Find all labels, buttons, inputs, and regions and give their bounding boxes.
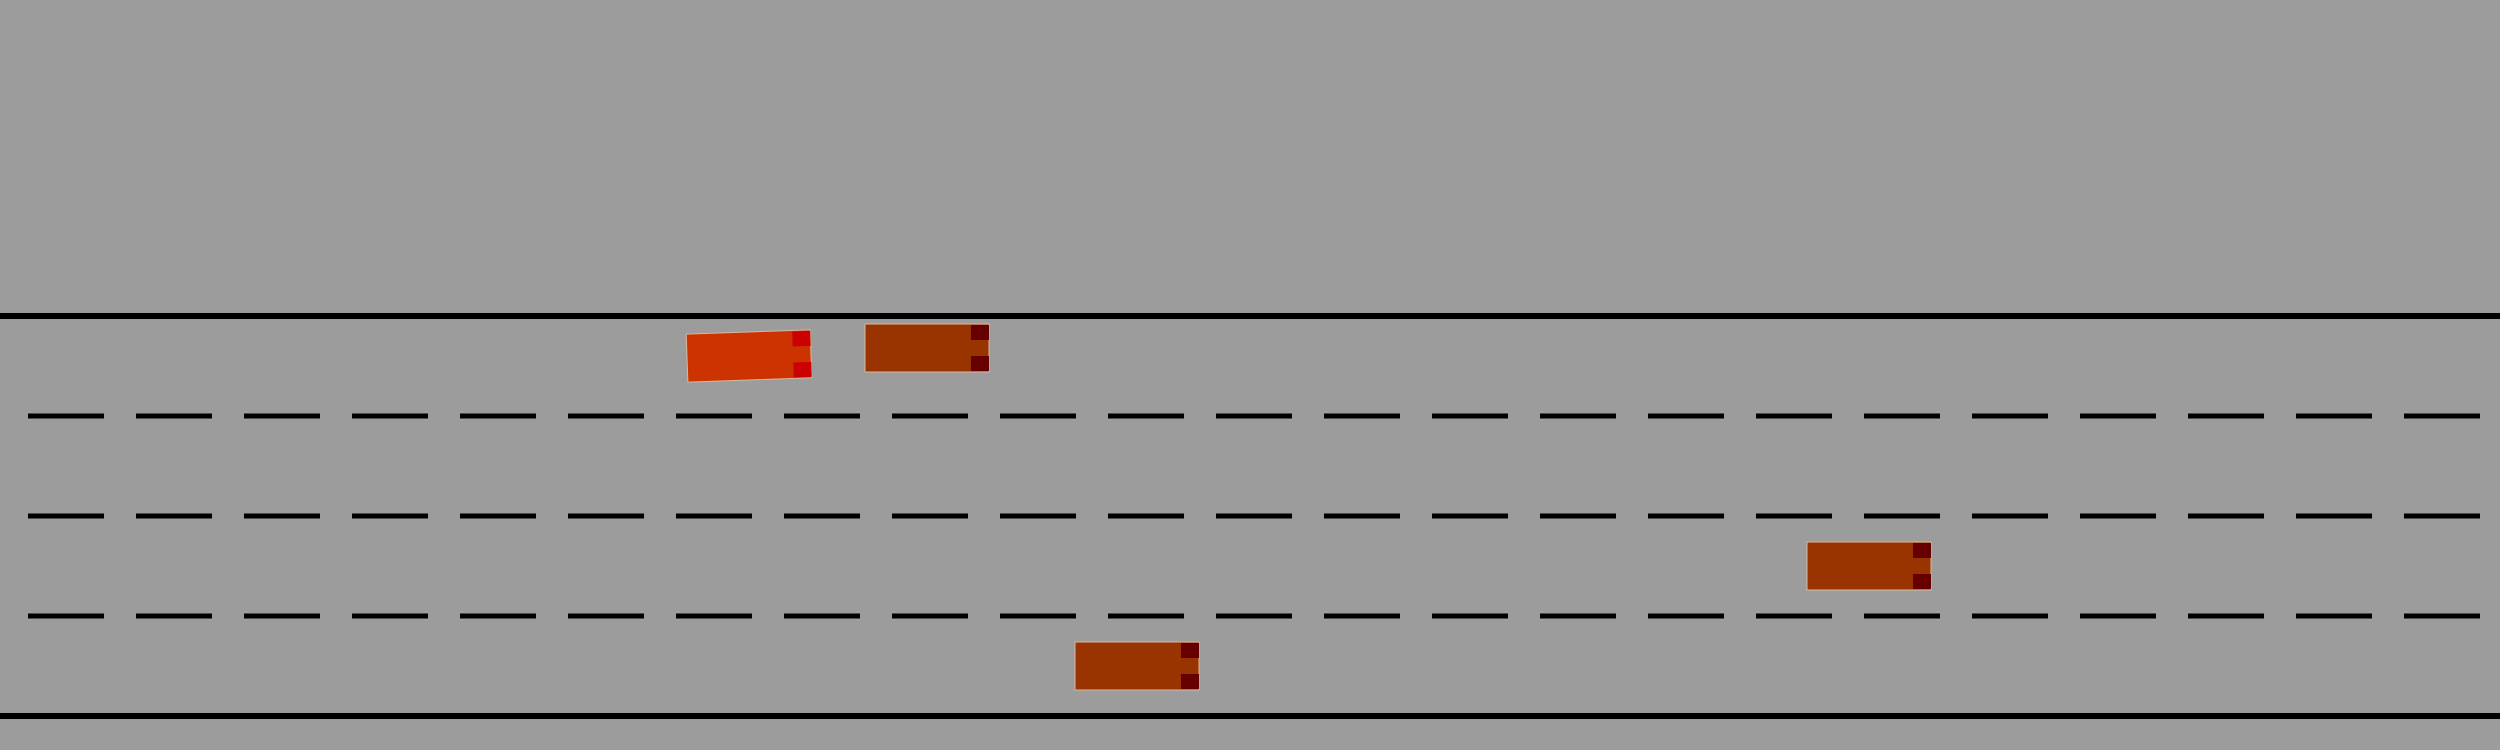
- traffic-car-car-3: [1075, 642, 1199, 690]
- traffic-car-car-2: [1807, 542, 1931, 590]
- car-body: [1807, 542, 1931, 590]
- headlight-right: [793, 362, 812, 378]
- car-body: [1075, 642, 1199, 690]
- traffic-car-car-1: [865, 324, 989, 372]
- car-body: [865, 324, 989, 372]
- headlight-left: [792, 331, 811, 347]
- headlight-right: [1913, 574, 1931, 589]
- headlight-left: [1913, 543, 1931, 558]
- headlight-left: [971, 325, 989, 340]
- ego-car: [686, 330, 812, 382]
- headlight-left: [1181, 643, 1199, 658]
- headlight-right: [971, 356, 989, 371]
- headlight-right: [1181, 674, 1199, 689]
